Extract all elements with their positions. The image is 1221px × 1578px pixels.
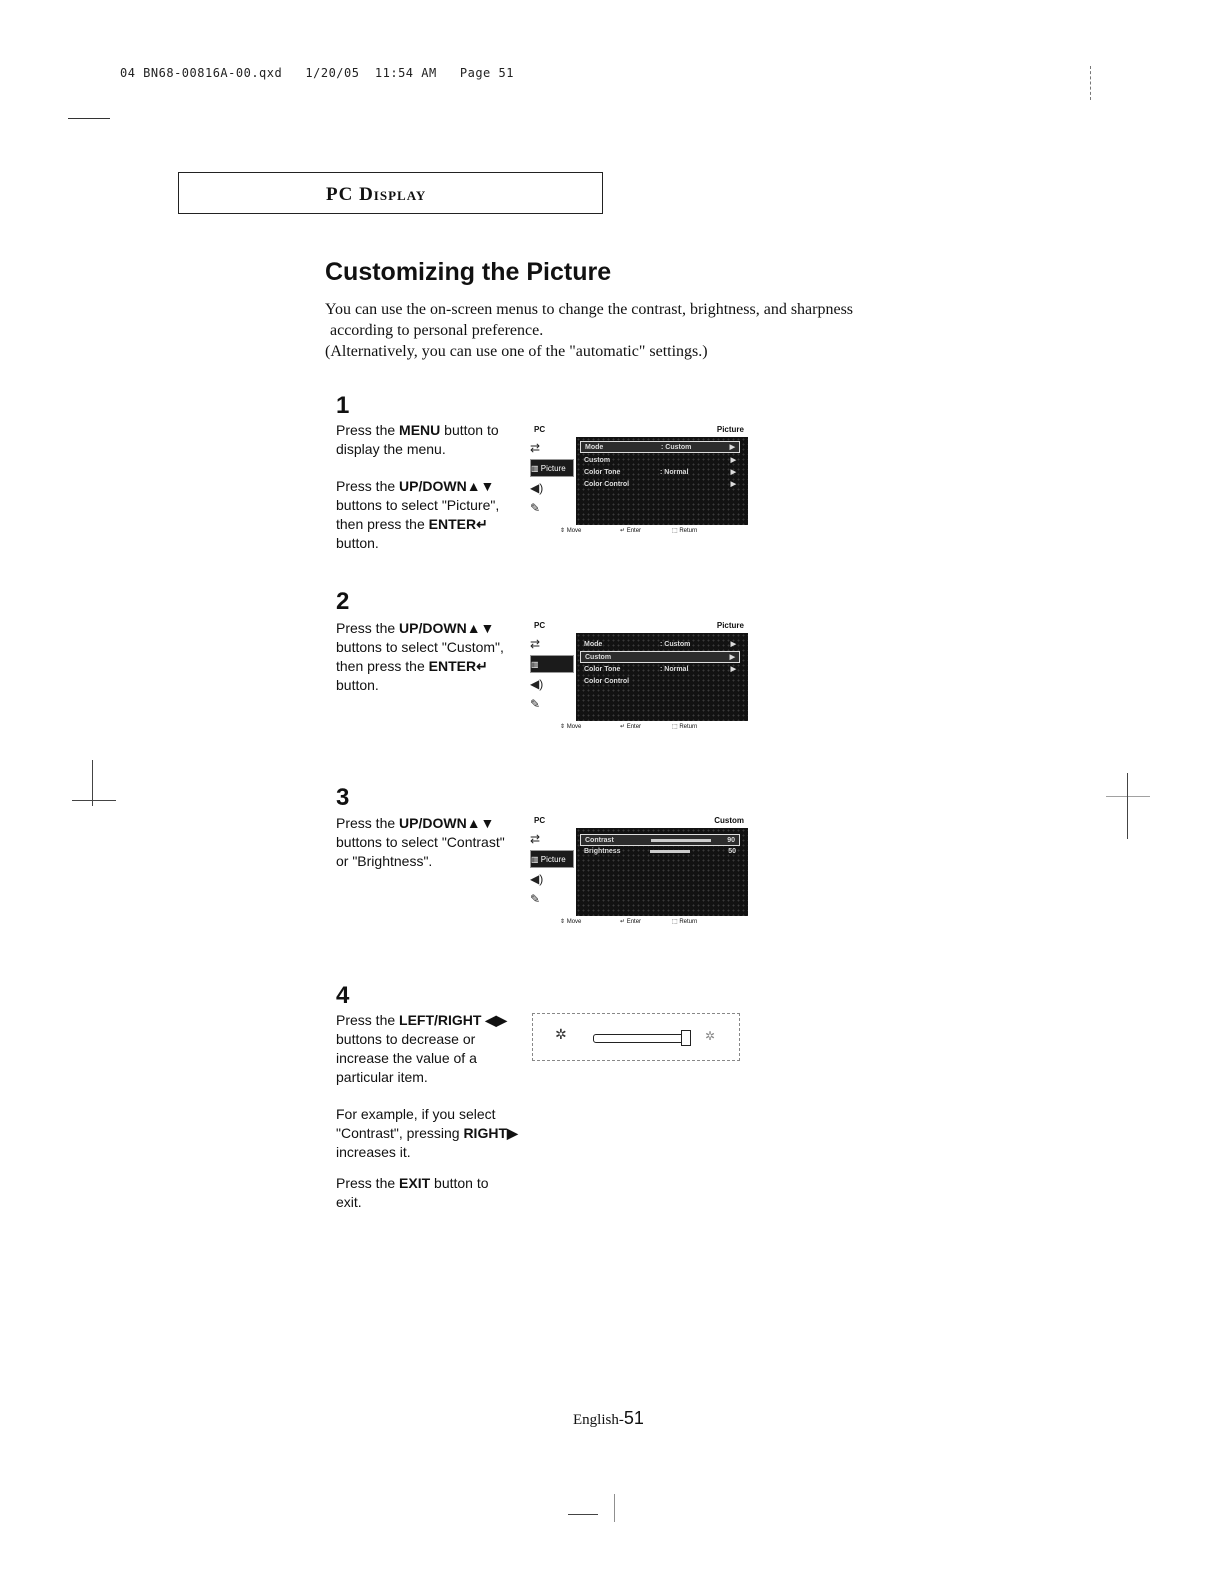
picture-icon: ▥ Picture [530, 850, 574, 868]
osd-menu-title: Picture [716, 425, 744, 434]
osd-screenshot [528, 425, 750, 539]
section-title: PC Display [326, 184, 427, 205]
crop-mark [568, 1514, 598, 1515]
step-instructions [336, 619, 518, 713]
osd-menu-title: Custom [714, 816, 744, 825]
osd-nav-bar: ⇕ Move ↵ Enter ⬚ Return [560, 919, 698, 925]
slider-illustration [532, 1013, 740, 1061]
crop-mark [614, 1494, 615, 1522]
intro-line: according to personal preference. [330, 322, 544, 339]
osd-nav-bar: ⇕ Move ↵ Enter ⬚ Return [560, 528, 698, 534]
osd-menu-row: Mode : Custom ▶ [580, 441, 740, 453]
step-number: 2 [336, 588, 350, 615]
page-title: Customizing the Picture [325, 258, 612, 286]
osd-menu-row: Custom ▶ [580, 651, 740, 663]
osd-nav-bar: ⇕ Move ↵ Enter ⬚ Return [560, 724, 698, 730]
intro-text [325, 299, 965, 362]
print-slug: 04 BN68-00816A-00.qxd 1/20/05 11:54 AM Page 51 [120, 66, 514, 80]
osd-menu-row: Custom ▶ [584, 457, 736, 464]
contrast-icon: ✲ [555, 1026, 567, 1042]
osd-menu-panel [576, 828, 748, 916]
step-instructions [336, 421, 518, 571]
picture-icon: ▥ [530, 655, 574, 673]
osd-menu-title: Picture [716, 621, 744, 630]
page-footer: English-51 [573, 1408, 644, 1428]
input-icon: ⇄ [530, 832, 541, 846]
input-icon: ⇄ [530, 441, 541, 455]
intro-line: You can use the on-screen menus to change the contrast, brightness, and sharpness [325, 301, 854, 318]
step-paragraph: Press the LEFT/RIGHT ◀▶ buttons to decrease or increase the value of a particular item. [336, 1012, 507, 1085]
sound-icon: ◀) [530, 481, 544, 495]
step-number: 3 [336, 784, 350, 811]
osd-source: PC [534, 425, 546, 434]
value-bar [651, 839, 711, 842]
crop-mark [1127, 773, 1128, 839]
crop-mark [1106, 796, 1150, 797]
step-instructions [336, 814, 518, 889]
step-number: 1 [336, 392, 350, 419]
osd-menu-row: Mode : Custom ▶ [584, 641, 736, 648]
osd-menu-row: Color Tone : Normal ▶ [584, 666, 736, 673]
osd-source: PC [534, 621, 546, 630]
osd-menu-row: Brightness 50 [584, 848, 736, 855]
step-instructions [336, 1011, 518, 1230]
crop-mark [68, 118, 110, 119]
osd-menu-row: Color Tone : Normal ▶ [584, 469, 736, 476]
osd-screenshot [528, 621, 750, 735]
osd-source: PC [534, 816, 546, 825]
step-paragraph: Press the UP/DOWN▲▼ buttons to select "Custom", then press the ENTER↵ button. [336, 620, 504, 693]
contrast-icon: ✲ [705, 1029, 716, 1043]
crop-mark [72, 800, 116, 801]
slider-track [593, 1034, 687, 1043]
osd-menu-panel [576, 437, 748, 525]
osd-menu-row: Color Control ▶ [584, 481, 736, 488]
picture-icon: ▥ Picture [530, 459, 574, 477]
step-number: 4 [336, 982, 350, 1009]
osd-menu-row: Color Control [584, 678, 630, 685]
input-icon: ⇄ [530, 637, 541, 651]
sound-icon: ◀) [530, 677, 544, 691]
sound-icon: ◀) [530, 872, 544, 886]
setup-icon: ✎ [530, 501, 541, 515]
slider-knob [681, 1030, 691, 1046]
osd-screenshot [528, 816, 750, 930]
crop-mark [1090, 66, 1092, 100]
step-paragraph: Press the UP/DOWN▲▼ buttons to select "Picture", then press the ENTER↵ button. [336, 478, 500, 551]
intro-line: (Alternatively, you can use one of the "automatic" settings.) [325, 343, 708, 360]
step-paragraph: Press the UP/DOWN▲▼ buttons to select "Contrast" or "Brightness". [336, 815, 505, 869]
osd-menu-row: Contrast 90 [580, 834, 740, 846]
osd-menu-panel [576, 633, 748, 721]
value-bar [650, 850, 690, 853]
step-paragraph: Press the MENU button to display the menu. [336, 422, 499, 457]
step-paragraph: For example, if you select "Contrast", pressing RIGHT▶ increases it. [336, 1106, 518, 1160]
setup-icon: ✎ [530, 697, 541, 711]
step-paragraph: Press the EXIT button to exit. [336, 1175, 489, 1210]
setup-icon: ✎ [530, 892, 541, 906]
